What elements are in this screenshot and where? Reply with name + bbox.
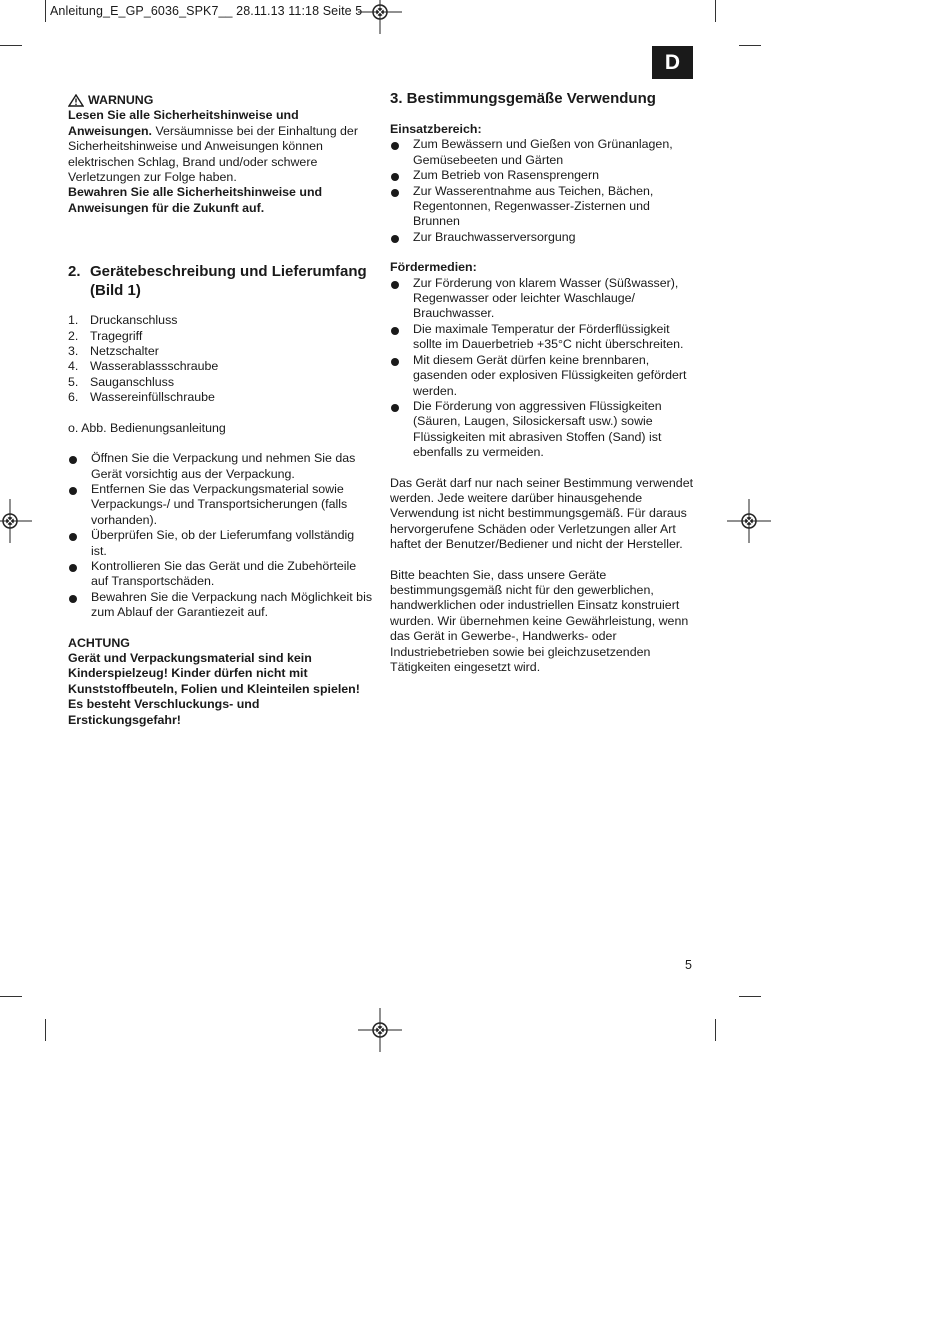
list-item [390, 230, 695, 245]
media-text: Zur Förderung von klarem Wasser (Süßwasser), Regenwasser oder leichter Waschlauge/ Brauchwasser. [413, 275, 679, 321]
bullet-icon [390, 399, 413, 461]
list-item [68, 375, 373, 390]
media-heading: Fördermedien: [390, 260, 477, 275]
crop-mark [0, 996, 22, 997]
caution-heading: ACHTUNG [68, 635, 130, 650]
step-text: Überprüfen Sie, ob der Lieferumfang vollständig ist. [91, 528, 355, 558]
crop-mark [45, 1019, 46, 1041]
language-badge: D [652, 46, 693, 79]
list-number: 4. [68, 359, 79, 374]
list-label: Sauganschluss [90, 374, 175, 389]
list-label: Druckanschluss [90, 313, 178, 328]
warning-text [68, 108, 373, 185]
intended-use-paragraph: Das Gerät darf nur nach seiner Bestimmung verwendet werden. Jede weitere darüber hinausgehende Verwendung ist nicht bestimmungsgemäß. Für daraus hervorgerufene Schäden oder Verletzungen aller Art haftet der Benutzer/Bediener und nicht der Hersteller. [390, 475, 694, 552]
warning-triangle-icon [68, 94, 84, 107]
bullet-icon [390, 353, 413, 399]
bullet-icon [68, 482, 91, 528]
section-2-number: 2. [68, 263, 81, 281]
use-text: Zur Brauchwasserversorgung [413, 229, 576, 244]
page-number: 5 [685, 958, 692, 972]
left-column [68, 93, 373, 728]
warning-bold-outro: Bewahren Sie alle Sicherheitshinweise und Anweisungen für die Zukunft auf. [68, 185, 323, 215]
list-item [390, 137, 695, 168]
section-2-heading [68, 262, 373, 300]
list-number: 1. [68, 313, 79, 328]
registration-mark-icon [0, 499, 32, 543]
bullet-icon [390, 276, 413, 322]
parts-list [68, 313, 373, 405]
bullet-icon [390, 322, 413, 353]
list-number: 6. [68, 390, 79, 405]
list-number: 5. [68, 374, 79, 389]
media-text: Mit diesem Gerät dürfen keine brennbaren, gasenden oder explosiven Flüssigkeiten gefördert werden. [413, 352, 687, 398]
warning-bold-intro: Lesen Sie alle Sicherheitshinweise und Anweisungen. [68, 108, 299, 138]
bullet-icon [68, 528, 91, 559]
registration-mark-icon [358, 0, 402, 34]
use-text: Zum Bewässern und Gießen von Grünanlagen, Gemüsebeeten und Gärten [413, 137, 673, 167]
list-item [68, 528, 373, 559]
bullet-icon [68, 451, 91, 482]
bullet-icon [390, 137, 413, 168]
list-item [390, 276, 695, 322]
crop-mark [45, 0, 46, 22]
bullet-icon [68, 559, 91, 590]
unpacking-steps [68, 451, 373, 620]
use-text: Zum Betrieb von Rasensprengern [413, 168, 599, 183]
list-item [390, 322, 695, 353]
warning-heading [68, 93, 373, 108]
bullet-icon [390, 168, 413, 183]
list-item [68, 329, 373, 344]
list-item [68, 313, 373, 328]
list-label: Tragegriff [90, 328, 143, 343]
list-item [390, 399, 695, 461]
list-item [390, 353, 695, 399]
media-text: Die maximale Temperatur der Förderflüssigkeit sollte im Dauerbetrieb +35°C nicht überschreiten. [413, 321, 684, 352]
warning-heading-text: WARNUNG [88, 93, 154, 107]
list-item [68, 344, 373, 359]
caution-text: Gerät und Verpackungsmaterial sind kein Kinderspielzeug! Kinder dürfen nicht mit Kunststoffbeuteln, Folien und Kleinteilen spielen! Es besteht Verschluckungs- und Erstickungsgefahr! [68, 650, 360, 727]
list-item [68, 359, 373, 374]
list-item [68, 559, 373, 590]
list-item [390, 184, 695, 230]
use-heading: Einsatzbereich: [390, 122, 482, 136]
registration-mark-icon [358, 1008, 402, 1052]
list-label: Wassereinfüllschraube [90, 390, 215, 405]
list-item [68, 451, 373, 482]
list-item [68, 590, 373, 621]
list-item [68, 482, 373, 528]
use-text: Zur Wasserentnahme aus Teichen, Bächen, Regentonnen, Regenwasser-Zisternen und Brunnen [413, 183, 654, 229]
media-list [390, 276, 695, 461]
section-3-heading: 3. Bestimmungsgemäße Verwendung [390, 90, 656, 107]
crop-mark [715, 0, 716, 22]
right-column [390, 89, 695, 675]
step-text: Entfernen Sie das Verpackungsmaterial sowie Verpackungs-/ und Transportsicherungen (falls vorhanden). [91, 481, 348, 527]
use-list [390, 137, 695, 245]
list-label: Wasserablassschraube [90, 359, 219, 374]
warning-body: Versäumnisse bei der Einhaltung der Sicherheitshinweise und Anweisungen können elektrischen Schlag, Brand und/oder schwere Verletzungen zur Folge haben. [68, 123, 358, 185]
crop-mark [715, 1019, 716, 1041]
note-text: o. Abb. Bedienungsanleitung [68, 420, 226, 435]
bullet-icon [390, 184, 413, 230]
bullet-icon [68, 590, 91, 621]
list-label: Netzschalter [90, 344, 159, 359]
step-text: Bewahren Sie die Verpackung nach Möglichkeit bis zum Ablauf der Garantiezeit auf. [91, 589, 373, 620]
step-text: Kontrollieren Sie das Gerät und die Zubehörteile auf Transportschäden. [91, 558, 357, 589]
media-text: Die Förderung von aggressiven Flüssigkeiten (Säuren, Laugen, Silosickersaft usw.) sowie Flüssigkeiten mit abrasiven Stoffen (Sand) ist ebenfalls zu vermeiden. [413, 398, 662, 460]
step-text: Öffnen Sie die Verpackung und nehmen Sie das Gerät vorsichtig aus der Verpackung. [91, 451, 356, 481]
list-item [390, 168, 695, 183]
list-number: 2. [68, 328, 79, 343]
print-header: Anleitung_E_GP_6036_SPK7__ 28.11.13 11:18 Seite 5 [50, 4, 363, 18]
crop-mark [739, 996, 761, 997]
section-2-title: Gerätebeschreibung und Lieferumfang (Bild 1) [90, 263, 367, 300]
list-item [68, 390, 373, 405]
crop-mark [739, 45, 761, 46]
commercial-use-paragraph: Bitte beachten Sie, dass unsere Geräte bestimmungsgemäß nicht für den gewerblichen, handwerklichen oder industriellen Einsatz konstruiert wurden. Wir übernehmen keine Gewährleistung, wenn das Gerät in Gewerbe-, Handwerks- oder Industriebetrieben sowie bei gleichzusetzenden Tätigkeiten eingesetzt wird. [390, 567, 689, 674]
crop-mark [0, 45, 22, 46]
bullet-icon [390, 230, 413, 245]
list-number: 3. [68, 344, 79, 359]
registration-mark-icon [727, 499, 771, 543]
